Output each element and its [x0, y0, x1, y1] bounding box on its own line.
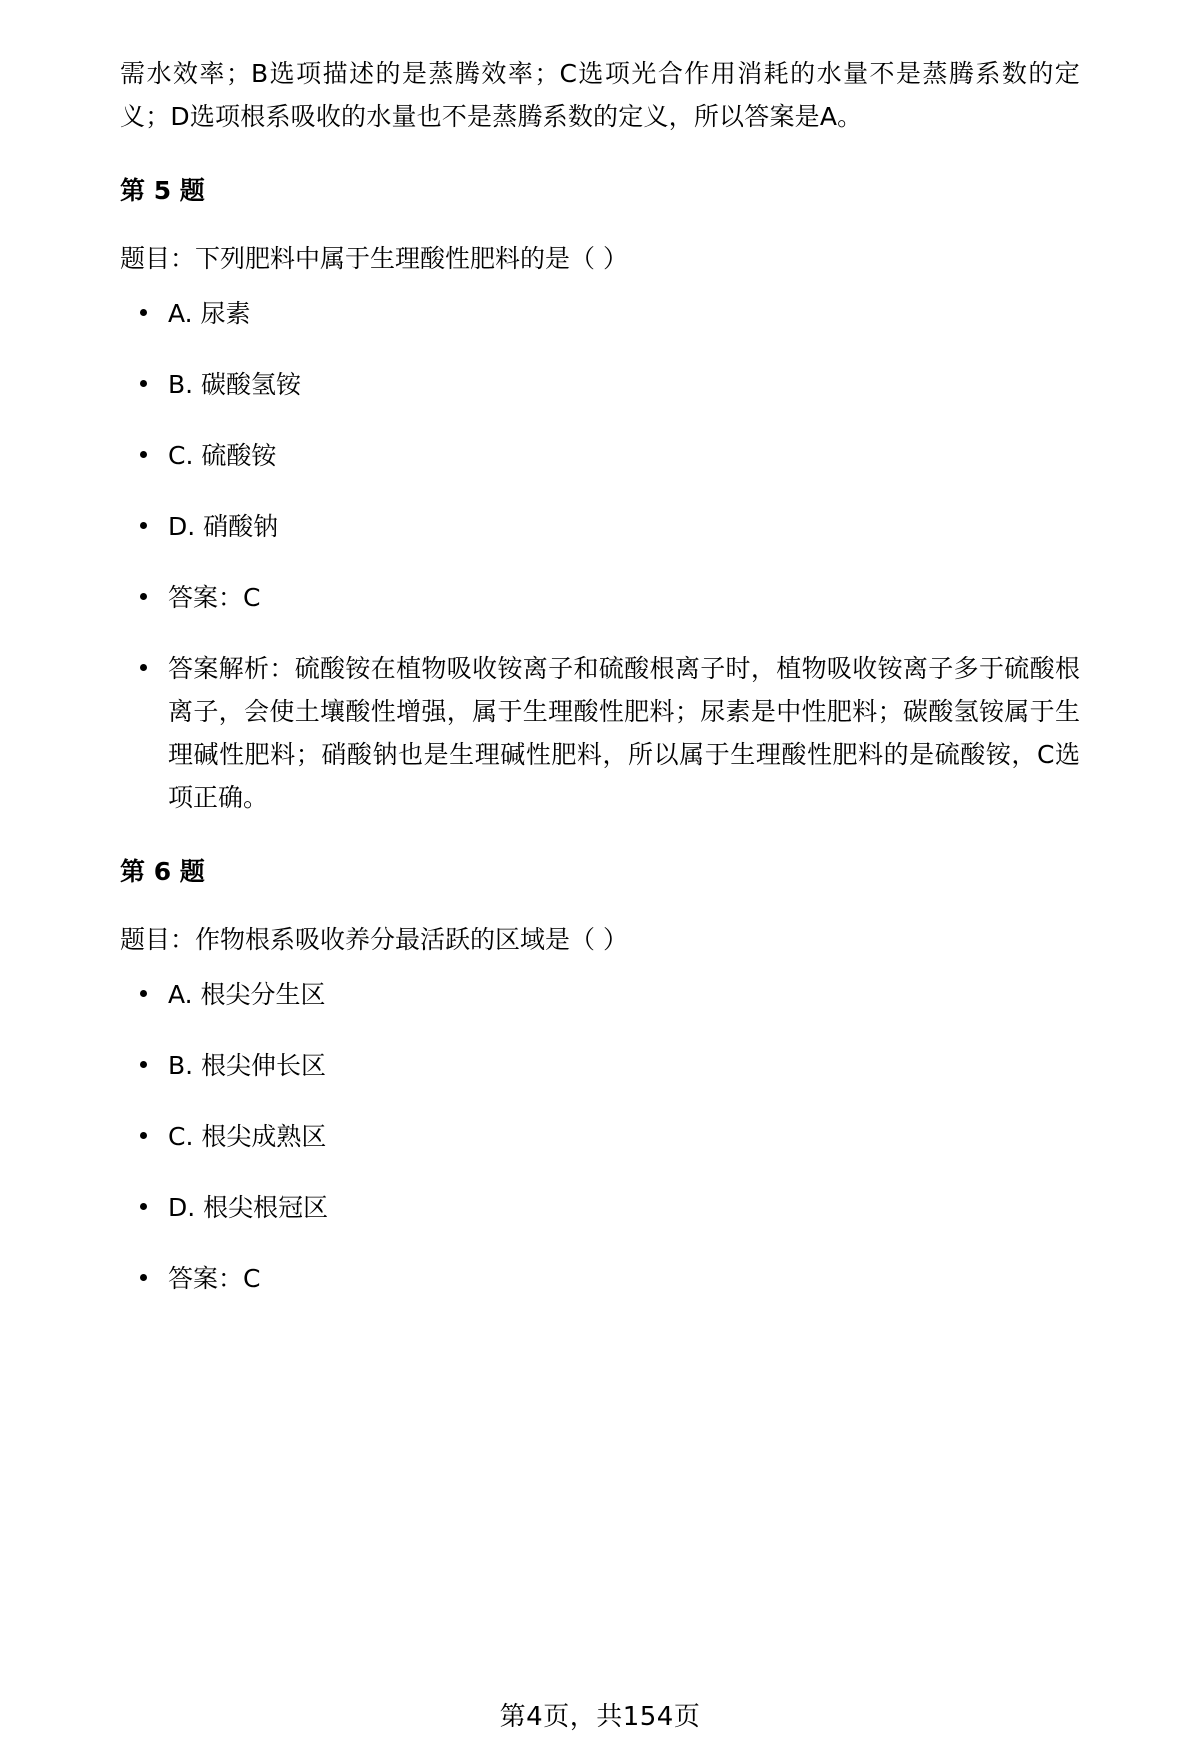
question-heading: 第 5 题	[120, 176, 205, 205]
page-footer: 第4页，共154页	[499, 1702, 701, 1732]
list-item: B. 碳酸氢铵	[120, 363, 1080, 406]
list-item: C. 硫酸铵	[120, 434, 1080, 477]
question-title: 题目：作物根系吸收养分最活跃的区域是（ ）	[120, 924, 628, 954]
continued-paragraph: 需水效率；B选项描述的是蒸腾效率；C选项光合作用消耗的水量不是蒸腾系数的定义；D选项根系吸收的水量也不是蒸腾系数的定义，所以答案是A。	[120, 59, 1080, 131]
list-item: D. 硝酸钠	[120, 505, 1080, 548]
question-title: 题目：下列肥料中属于生理酸性肥料的是（ ）	[120, 243, 628, 273]
option-list	[120, 292, 1080, 819]
question-block-5	[120, 172, 1080, 819]
explanation-item: 答案解析：硫酸铵在植物吸收铵离子和硫酸根离子时，植物吸收铵离子多于硫酸根离子，会使土壤酸性增强，属于生理酸性肥料；尿素是中性肥料；碳酸氢铵属于生理碱性肥料；硝酸钠也是生理碱性肥料，所以属于生理酸性肥料的是硫酸铵，C选项正确。	[120, 647, 1080, 819]
answer-item: 答案：C	[120, 576, 1080, 619]
question-heading: 第 6 题	[120, 857, 205, 886]
option-list	[120, 973, 1080, 1300]
list-item: C. 根尖成熟区	[120, 1115, 1080, 1158]
answer-item: 答案：C	[120, 1257, 1080, 1300]
list-item: B. 根尖伸长区	[120, 1044, 1080, 1087]
question-block-6	[120, 853, 1080, 1300]
list-item: A. 根尖分生区	[120, 973, 1080, 1016]
list-item: A. 尿素	[120, 292, 1080, 335]
list-item: D. 根尖根冠区	[120, 1186, 1080, 1229]
